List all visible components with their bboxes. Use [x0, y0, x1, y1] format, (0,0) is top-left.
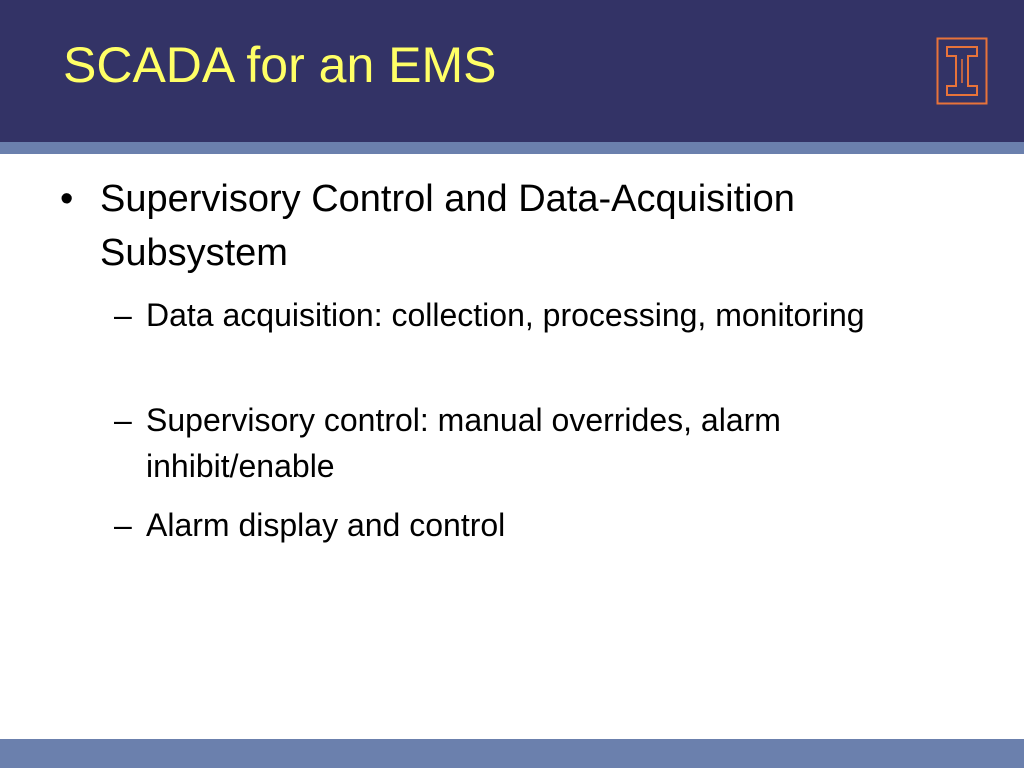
- bullet-marker: •: [60, 178, 74, 220]
- footer-bar: [0, 739, 1024, 768]
- sub-bullet-text: Supervisory control: manual overrides, alarm inhibit/enable: [146, 402, 781, 484]
- sub-bullet-marker: –: [114, 507, 132, 543]
- bullet-item: [60, 172, 960, 280]
- slide-title: SCADA for an EMS: [63, 37, 497, 93]
- sub-bullet-marker: –: [114, 297, 132, 333]
- sub-bullet-item: [114, 502, 964, 548]
- sub-bullet-item: [114, 397, 964, 489]
- sub-bullet-item: [114, 292, 964, 338]
- sub-bullet-text: Alarm display and control: [146, 507, 506, 543]
- sub-bullet-text: Data acquisition: collection, processing, monitoring: [146, 297, 865, 333]
- bullet-text: Supervisory Control and Data-Acquisition Subsystem: [100, 178, 795, 274]
- sub-bullet-marker: –: [114, 402, 132, 438]
